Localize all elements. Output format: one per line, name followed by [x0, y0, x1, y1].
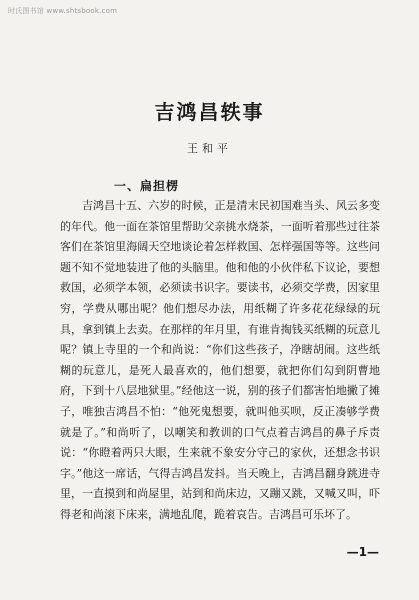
- watermark-text: 时氏图书馆 www.shtsbook.com: [8, 7, 118, 15]
- body-paragraph: 吉鸿昌十五、六岁的时候，正是清末民初国难当头、风云多变的年代。他一面在茶馆里帮助父亲挑水烧茶，一面听着那些过往茶客们在茶馆里海阔天空地谈论着怎样救国、怎样强国等等。这些问题不知不觉地装进了他的头脑里。他和他的小伙伴私下议论，要想救国，必须学本领，必须读书识字。要读书，必须交学费，因家里穷，学费从哪出呢？他们想尽办法，用纸糊了许多花花绿绿的玩具，拿到镇上去卖。在那样的年月里，有谁肯掏钱买纸糊的玩意儿呢？镇上寺里的一个和尚说：“你们这些孩子，净瞎胡闹。这些纸糊的玩意儿，是死人最喜欢的，他们想要，就把你们勾到阴曹地府，下到十八层地狱里。”经他这一说，别的孩子们都害怕地撇了摊子，唯独吉鸿昌不怕：“他死鬼想要，就叫他买呗，反正凑够学费就是了。”和尚听了，以嘲笑和教训的口气点着吉鸿昌的鼻子斥责说：“你瞪着两只大眼，生来就不象安分守己的家伙，还想念书识字。”他这一席话，气得吉鸿昌发抖。当天晚上，吉鸿昌翻身跳进寺里，一直摸到和尚屋里，站到和尚床边，又蹦又跳，又喊又叫，吓得老和尚滚下床来，满地乱爬，跪着哀告。吉鸿昌可乐坏了。: [60, 199, 380, 521]
- section-heading: 一、扁担楞: [114, 179, 180, 193]
- article-author: 王和平: [187, 142, 232, 155]
- article-title: 吉鸿昌轶事: [154, 100, 265, 124]
- page-number: —1—: [346, 545, 379, 559]
- article-body: [60, 196, 380, 526]
